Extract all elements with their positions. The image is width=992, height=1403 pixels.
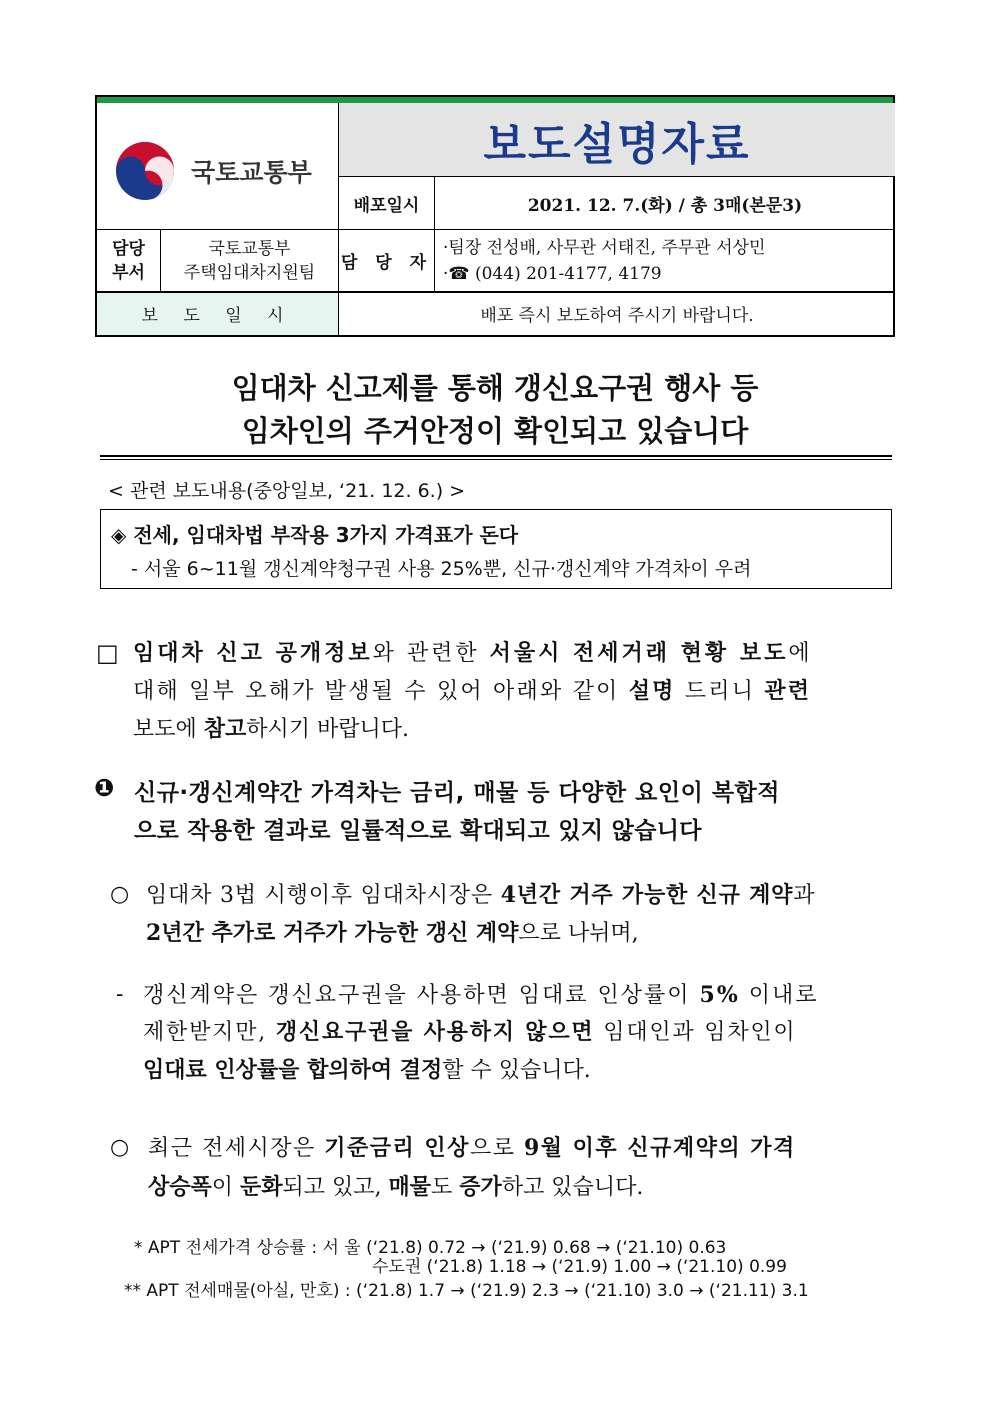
bullet2-text-l: 하고 있습니다. xyxy=(501,1175,644,1200)
related-title: ◈ 전세, 임대차법 부작용 3가지 가격표가 돈다 xyxy=(111,523,519,547)
dash1-bold-b: 5% xyxy=(699,982,740,1008)
bullet2-bold-k: 증가 xyxy=(459,1174,502,1200)
intro-bold-5: 참고 xyxy=(203,716,247,742)
dash-mark-1: - xyxy=(116,982,124,1007)
note-rent-rate-metro: 수도권 (‘21.8) 1.18 → (‘21.9) 1.00 → (‘21.10) 0.99 xyxy=(372,1257,787,1277)
note-rent-rate-seoul: * APT 전세가격 상승률 : 서 울 (‘21.8) 0.72 → (‘21.9) 0.68 → (‘21.10) 0.63 xyxy=(134,1238,727,1258)
dept-label-line1: 담당 xyxy=(112,238,145,259)
bullet1-line1 xyxy=(146,876,900,915)
release-value: 배포 즉시 보도하여 주시기 바랍니다. xyxy=(480,306,754,326)
dash1-text-h: 할 수 있습니다. xyxy=(442,1058,591,1083)
dept-label-line2: 부서 xyxy=(112,262,145,283)
dash1-text-f: 임대인과 임차인이 xyxy=(594,1020,797,1045)
bullet-mark-1: ○ xyxy=(110,882,130,907)
bullet2-text-h: 되고 있고, xyxy=(282,1175,389,1200)
manager-names: ·팀장 전성배, 사무관 서태진, 주무관 서상민 xyxy=(443,237,766,258)
related-news-box xyxy=(100,509,892,589)
intro-bold-4: 관련 xyxy=(764,678,812,704)
note-listings: ** APT 전세매물(아실, 만호) : (‘21.8) 1.7 → (‘21.9) 2.3 → (‘21.10) 3.0 → (‘21.11) 3.1 xyxy=(124,1281,809,1301)
bullet2-bold-g: 둔화 xyxy=(240,1174,283,1200)
dash1-line1 xyxy=(143,976,900,1015)
intro-bold-2: 서울시 전세거래 현황 보도 xyxy=(489,640,789,666)
intro-text-4: 드리니 xyxy=(675,679,765,704)
headline-line2: 임차인의 주거안정이 확인되고 있습니다 xyxy=(241,414,749,448)
dept-value xyxy=(161,230,339,292)
section1-line1: 신규·갱신계약간 가격차는 금리, 매물 등 다양한 요인이 복합적 xyxy=(134,780,780,806)
dash1-line2 xyxy=(143,1013,900,1052)
bullet2-line1 xyxy=(148,1129,900,1168)
bullet2-line2 xyxy=(148,1168,900,1207)
bullet1-text-c: 과 xyxy=(793,883,816,908)
bullet-mark-2: ○ xyxy=(110,1135,130,1160)
bullet2-text-c: 으로 xyxy=(469,1136,524,1161)
dept-line1: 국토교통부 xyxy=(208,238,291,259)
related-caption: < 관련 보도내용(중앙일보, ‘21. 12. 6.) > xyxy=(108,480,466,502)
section1-line2: 으로 작용한 결과로 일률적으로 확대되고 있지 않습니다 xyxy=(134,818,702,844)
doc-type-title: 보도설명자료 xyxy=(483,118,751,170)
headline-line1: 임대차 신고제를 통해 갱신요구권 행사 등 xyxy=(231,371,759,405)
bullet1-text-e: 으로 나뉘며, xyxy=(518,921,639,946)
intro-line2 xyxy=(133,672,897,711)
dash1-bold-g: 임대료 인상률을 합의하여 결정 xyxy=(143,1057,443,1083)
taegeuk-logo-icon xyxy=(115,141,175,201)
related-subtitle: - 서울 6~11월 갱신계약청구권 사용 25%뿐, 신규·갱신계약 가격차이 우려 xyxy=(131,558,752,580)
dash1-line3 xyxy=(143,1051,900,1090)
intro-text-7: 하시기 바랍니다. xyxy=(246,717,410,742)
intro-text-1: 와 관련한 xyxy=(372,641,490,666)
headline-rule xyxy=(100,455,892,457)
dash1-text-c: 이내로 xyxy=(739,983,819,1008)
bullet1-bold-b: 4년간 거주 가능한 신규 계약 xyxy=(500,882,794,908)
intro-text-5: 보도 xyxy=(133,717,176,742)
intro-text-3: 대해 일부 오해가 발생될 수 있어 아래와 같이 xyxy=(133,679,629,704)
dash1-text-a: 갱신계약은 갱신요구권을 사용하면 임대료 인상률이 xyxy=(143,983,700,1008)
checkbox-icon: □ xyxy=(96,639,119,667)
intro-text-2: 에 xyxy=(788,641,813,666)
bullet2-bold-b: 기준금리 인상 xyxy=(324,1135,470,1161)
bullet2-bold-e: 상승폭 xyxy=(148,1174,212,1200)
dist-value: 2021. 12. 7.(화) / 총 3매(본문3) xyxy=(435,177,895,230)
manager-phone: ·☎ (044) 201-4177, 4179 xyxy=(443,263,662,284)
bullet1-bold-d: 2년간 추가로 거주가 가능한 갱신 계약 xyxy=(146,920,519,946)
bullet1-line2 xyxy=(146,914,900,953)
doc-type-cell xyxy=(339,103,895,177)
bullet2-text-a: 최근 전세시장은 xyxy=(148,1136,325,1161)
intro-bold-1: 임대차 신고 공개정보 xyxy=(133,640,373,666)
release-label: 보 도 일 시 xyxy=(97,292,339,335)
ministry-name: 국토교통부 xyxy=(191,158,312,187)
bullet2-bold-i: 매물 xyxy=(388,1174,432,1200)
press-header-table xyxy=(95,95,895,337)
bullet2-text-j: 도 xyxy=(431,1175,460,1200)
manager-label: 담 당 자 xyxy=(339,230,435,292)
section-number-icon: ❶ xyxy=(94,774,115,802)
bullet1-text-a: 임대차 3법 시행이후 임대차시장은 xyxy=(146,883,501,908)
bullet2-bold-d: 9월 이후 신규계약의 가격 xyxy=(523,1135,796,1161)
headline-rule-thin xyxy=(100,459,892,460)
divider xyxy=(97,292,893,293)
ministry-logo-cell xyxy=(97,103,339,230)
bullet2-text-f: 이 xyxy=(211,1175,241,1200)
intro-bold-3: 설명 xyxy=(628,678,676,704)
intro-line1 xyxy=(133,634,897,673)
intro-text-6: 에 xyxy=(175,717,204,742)
intro-line3 xyxy=(133,710,897,749)
dash1-text-d: 제한받지만, xyxy=(143,1020,276,1045)
dept-line2: 주택임대차지원팀 xyxy=(183,262,316,283)
dept-label xyxy=(97,230,161,292)
manager-value xyxy=(435,230,895,292)
dash1-bold-e: 갱신요구권을 사용하지 않으면 xyxy=(275,1019,595,1045)
dist-label: 배포일시 xyxy=(339,177,435,230)
